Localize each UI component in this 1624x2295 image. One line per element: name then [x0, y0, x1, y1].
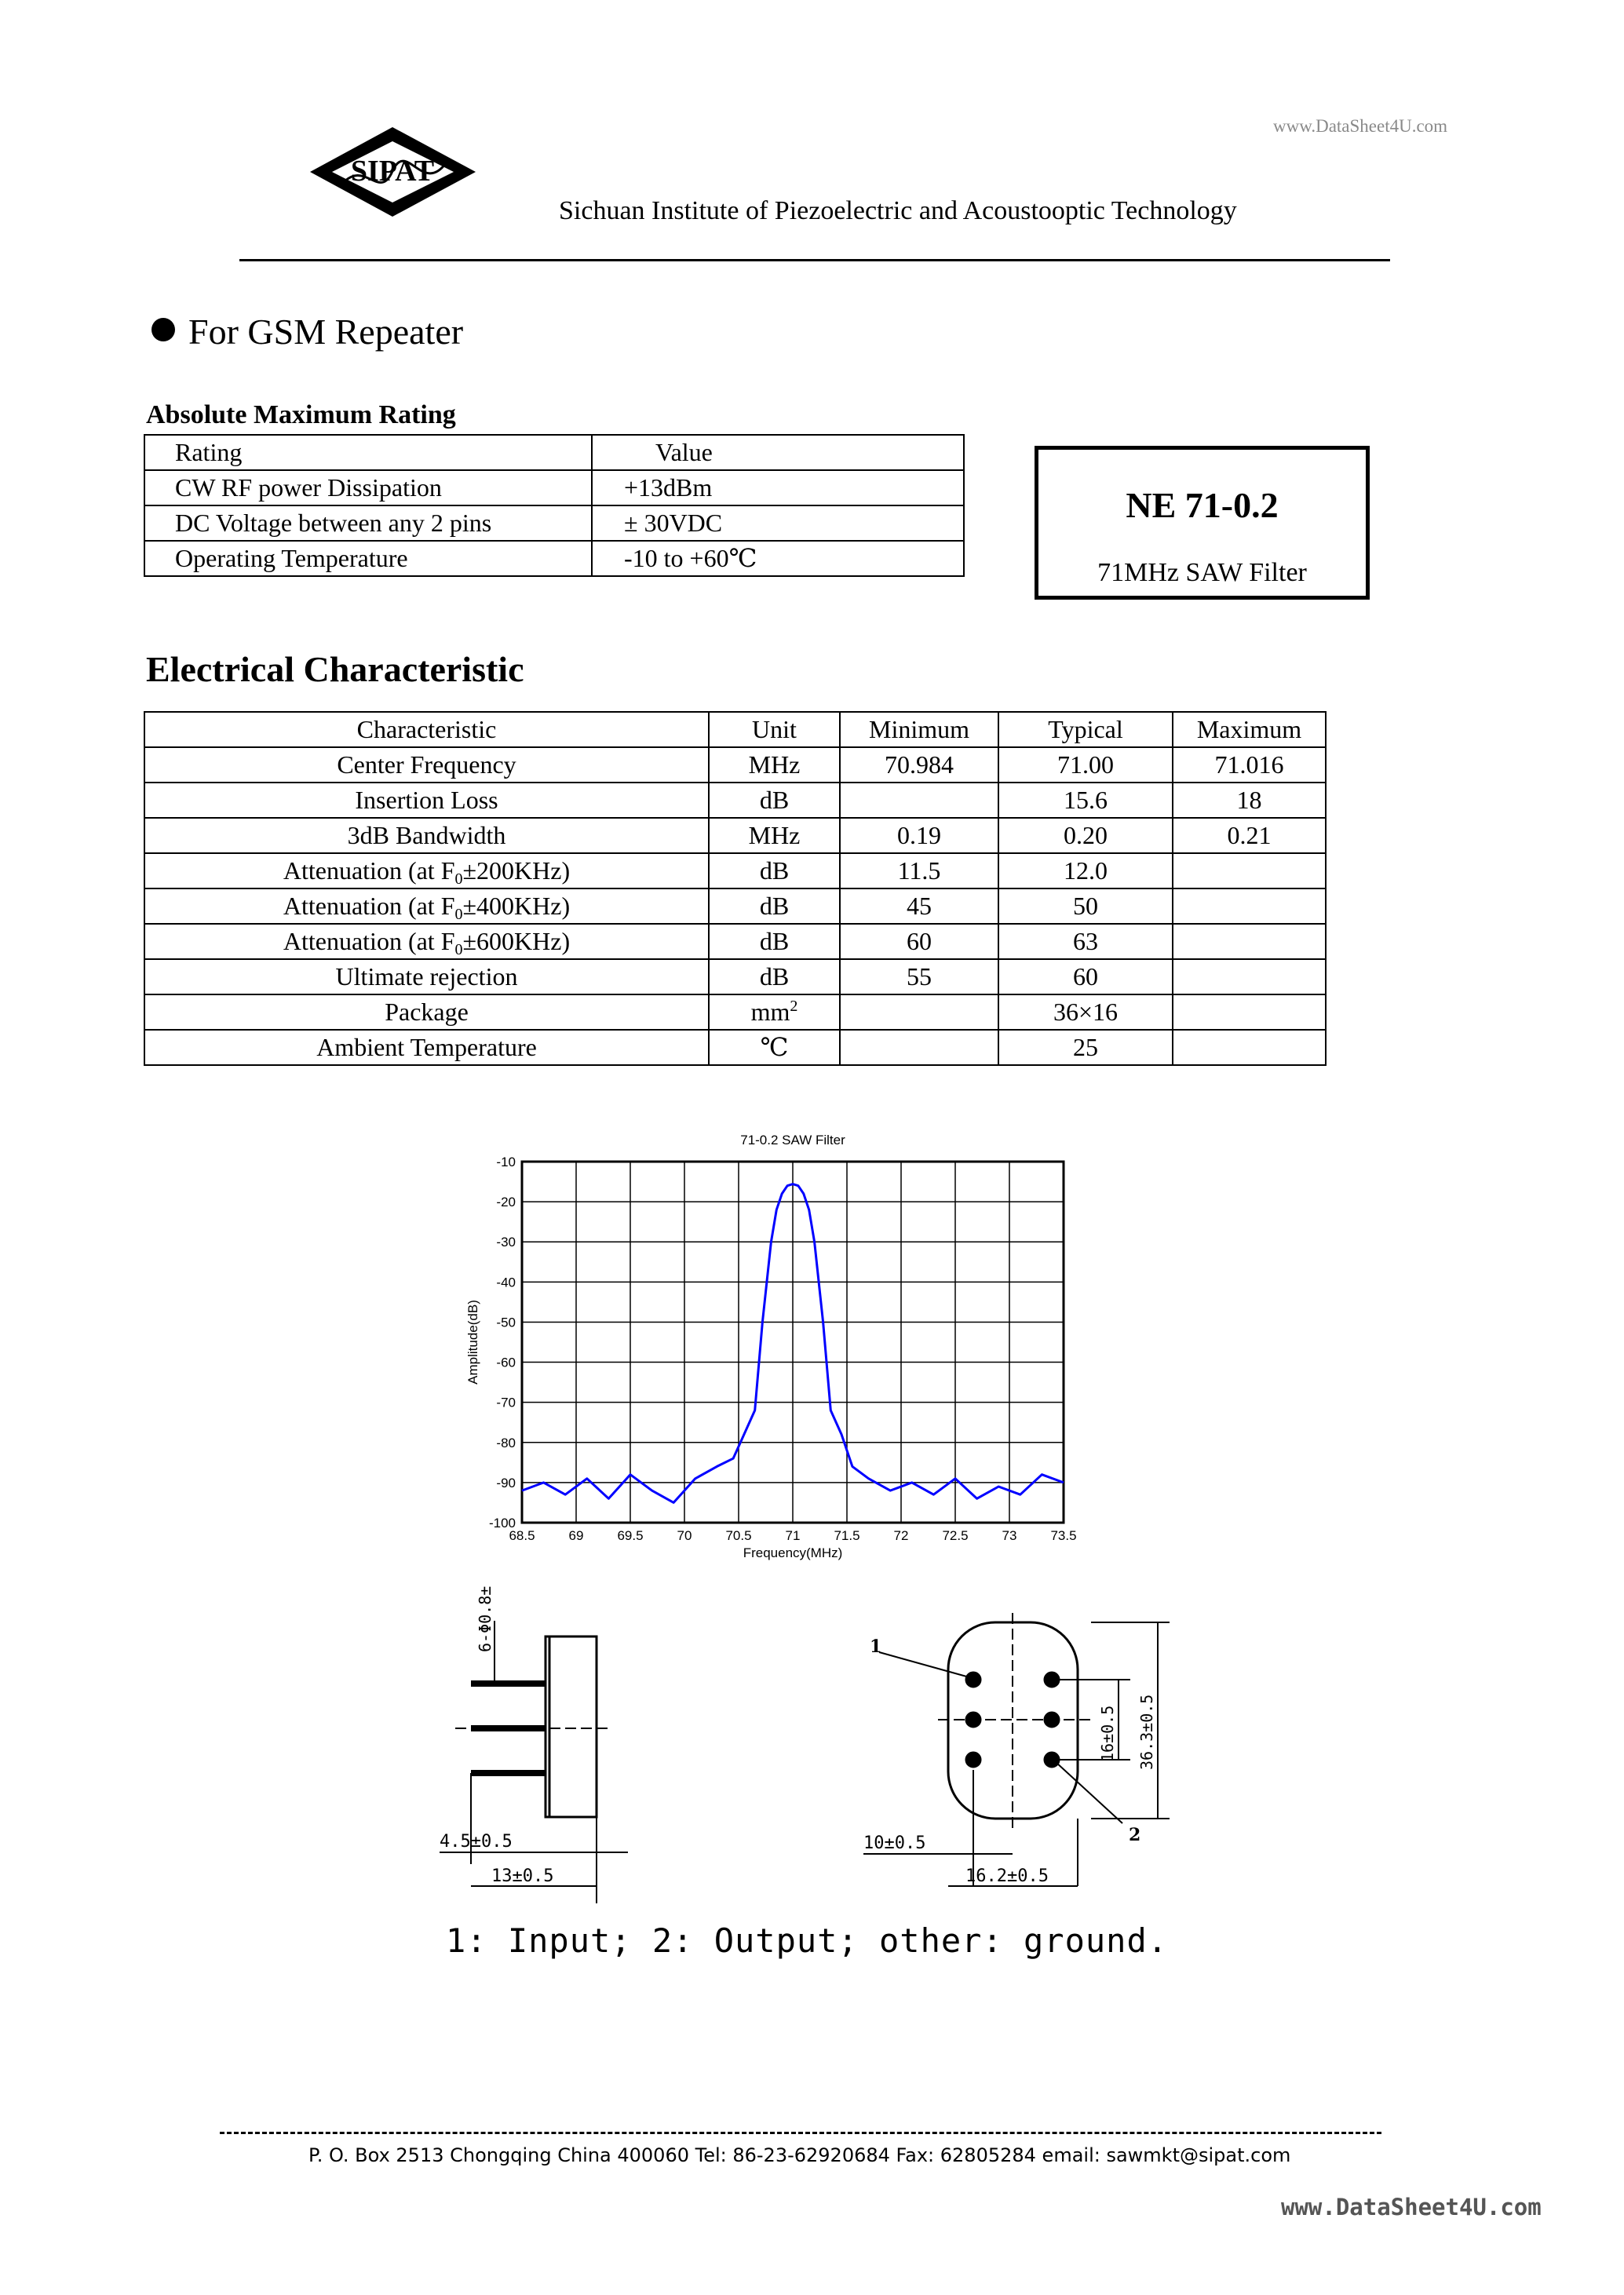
table-cell: dB [709, 924, 840, 959]
table-row [144, 818, 1326, 853]
table-cell: 36×16 [998, 994, 1173, 1030]
x-tick-label: 73 [1002, 1528, 1017, 1543]
x-tick-label: 73.5 [1050, 1528, 1077, 1543]
x-tick-label: 70 [677, 1528, 692, 1543]
table-row [144, 888, 1326, 924]
sipat-logo [308, 124, 477, 220]
table-cell: 60 [998, 959, 1173, 994]
table-cell: dB [709, 853, 840, 888]
table-row [144, 505, 964, 541]
x-tick-label: 69.5 [617, 1528, 644, 1543]
table-header: Value [592, 435, 964, 470]
pin1-label: 1 [870, 1636, 882, 1657]
superscript: 2 [790, 998, 798, 1015]
ec-title: Electrical Characteristic [146, 649, 524, 689]
table-cell: Insertion Loss [144, 783, 709, 818]
table-cell [1173, 888, 1326, 924]
chart-title: 71-0.2 SAW Filter [740, 1133, 845, 1148]
table-cell: ℃ [709, 1030, 840, 1065]
side-view-drawing [440, 1621, 628, 1903]
table-header: Characteristic [144, 712, 709, 747]
subtitle: For GSM Repeater [188, 312, 464, 352]
table-cell: 50 [998, 888, 1173, 924]
x-tick-label: 69 [568, 1528, 584, 1543]
table-cell: MHz [709, 818, 840, 853]
table-cell: 3dB Bandwidth [144, 818, 709, 853]
table-cell: Ambient Temperature [144, 1030, 709, 1065]
table-cell [144, 888, 709, 924]
table-cell: DC Voltage between any 2 pins [144, 505, 592, 541]
cell-text: mm [750, 998, 790, 1026]
table-header: Minimum [840, 712, 998, 747]
table-cell: 12.0 [998, 853, 1173, 888]
table-cell: 0.19 [840, 818, 998, 853]
table-row [144, 959, 1326, 994]
y-tick-label: -20 [496, 1195, 516, 1210]
cell-text: Attenuation (at F [283, 856, 455, 885]
y-tick-label: -60 [496, 1355, 516, 1370]
cell-text: ±200KHz) [462, 856, 571, 885]
part-box [1035, 446, 1370, 600]
table-cell [1173, 994, 1326, 1030]
table-cell [840, 1030, 998, 1065]
dim-label: 10±0.5 [863, 1833, 926, 1853]
y-tick-label: -30 [496, 1235, 516, 1250]
header-rule [239, 259, 1390, 261]
cell-text: ±400KHz) [462, 892, 571, 920]
table-row [144, 747, 1326, 783]
package-drawings [424, 1574, 1240, 1903]
ec-table [144, 711, 1327, 1066]
table-cell: 63 [998, 924, 1173, 959]
bullet-icon [151, 318, 175, 341]
table-row [144, 712, 1326, 747]
table-cell [1173, 959, 1326, 994]
watermark-bottom: www.DataSheet4U.com [1281, 2194, 1542, 2220]
table-cell [144, 924, 709, 959]
table-cell: 60 [840, 924, 998, 959]
table-row [144, 853, 1326, 888]
table-cell [1173, 853, 1326, 888]
table-cell: 18 [1173, 783, 1326, 818]
table-row [144, 470, 964, 505]
table-cell: Operating Temperature [144, 541, 592, 576]
table-cell [144, 853, 709, 888]
table-row [144, 924, 1326, 959]
y-tick-label: -90 [496, 1475, 516, 1490]
x-axis-label: Frequency(MHz) [743, 1545, 843, 1560]
footer-rule [220, 2132, 1381, 2134]
table-cell: 25 [998, 1030, 1173, 1065]
table-cell: 71.016 [1173, 747, 1326, 783]
table-header: Typical [998, 712, 1173, 747]
table-cell: Ultimate rejection [144, 959, 709, 994]
y-tick-label: -40 [496, 1275, 516, 1290]
table-cell: dB [709, 783, 840, 818]
table-cell: Package [144, 994, 709, 1030]
x-tick-label: 72.5 [942, 1528, 969, 1543]
table-header: Rating [144, 435, 592, 470]
table-row [144, 994, 1326, 1030]
table-cell: 45 [840, 888, 998, 924]
subscript: 0 [454, 870, 463, 888]
dim-label: 16±0.5 [1098, 1705, 1117, 1762]
pin2-label: 2 [1129, 1825, 1141, 1845]
cell-text: Attenuation (at F [283, 927, 455, 955]
table-row [144, 783, 1326, 818]
table-row [144, 1030, 1326, 1065]
table-cell: 70.984 [840, 747, 998, 783]
table-cell: 71.00 [998, 747, 1173, 783]
part-number: NE 71-0.2 [1126, 485, 1279, 525]
subscript: 0 [454, 906, 463, 923]
x-tick-label: 72 [893, 1528, 909, 1543]
y-tick-label: -10 [496, 1155, 516, 1169]
table-cell: 11.5 [840, 853, 998, 888]
table-header: Maximum [1173, 712, 1326, 747]
x-tick-label: 70.5 [725, 1528, 752, 1543]
table-cell: dB [709, 959, 840, 994]
table-cell: ± 30VDC [592, 505, 964, 541]
x-tick-label: 71 [785, 1528, 801, 1543]
table-cell [840, 783, 998, 818]
dim-label: 36.3±0.5 [1137, 1694, 1156, 1770]
y-tick-label: -100 [488, 1516, 516, 1531]
frequency-response-chart [455, 1130, 1099, 1570]
pin-note: 1: Input; 2: Output; other: ground. [446, 1921, 1169, 1960]
y-tick-label: -50 [496, 1315, 516, 1330]
table-row [144, 541, 964, 576]
footer-address: P. O. Box 2513 Chongqing China 400060 Tel: 86-23-62920684 Fax: 62805284 email: sawmkt@sipat.com [308, 2144, 1291, 2166]
cell-text: ±600KHz) [462, 927, 571, 955]
table-row [144, 435, 964, 470]
table-cell: Center Frequency [144, 747, 709, 783]
amr-title: Absolute Maximum Rating [146, 400, 456, 429]
table-cell: 15.6 [998, 783, 1173, 818]
x-tick-label: 68.5 [509, 1528, 535, 1543]
table-cell: -10 to +60℃ [592, 541, 964, 576]
x-tick-label: 71.5 [834, 1528, 860, 1543]
table-cell: dB [709, 888, 840, 924]
table-cell [1173, 924, 1326, 959]
table-cell [709, 994, 840, 1030]
table-cell [1173, 1030, 1326, 1065]
y-tick-label: -80 [496, 1435, 516, 1450]
subscript: 0 [454, 941, 463, 958]
pin-dim-label: 6-Φ0.8± [476, 1585, 494, 1652]
table-cell: 0.21 [1173, 818, 1326, 853]
table-cell: MHz [709, 747, 840, 783]
y-axis-label: Amplitude(dB) [465, 1300, 480, 1385]
institute-name: Sichuan Institute of Piezoelectric and Acoustooptic Technology [559, 196, 1237, 225]
dim-label: 13±0.5 [491, 1866, 554, 1886]
table-cell: +13dBm [592, 470, 964, 505]
amr-table [144, 434, 965, 577]
table-cell: 55 [840, 959, 998, 994]
watermark-top: www.DataSheet4U.com [1273, 116, 1448, 136]
part-description: 71MHz SAW Filter [1097, 558, 1307, 587]
table-cell: 0.20 [998, 818, 1173, 853]
table-cell: CW RF power Dissipation [144, 470, 592, 505]
svg-text:SIPAT: SIPAT [350, 155, 435, 188]
table-cell [840, 994, 998, 1030]
table-header: Unit [709, 712, 840, 747]
dim-label: 4.5±0.5 [440, 1832, 513, 1852]
cell-text: Attenuation (at F [283, 892, 455, 920]
y-tick-label: -70 [496, 1395, 516, 1410]
dim-label: 16.2±0.5 [965, 1866, 1049, 1886]
